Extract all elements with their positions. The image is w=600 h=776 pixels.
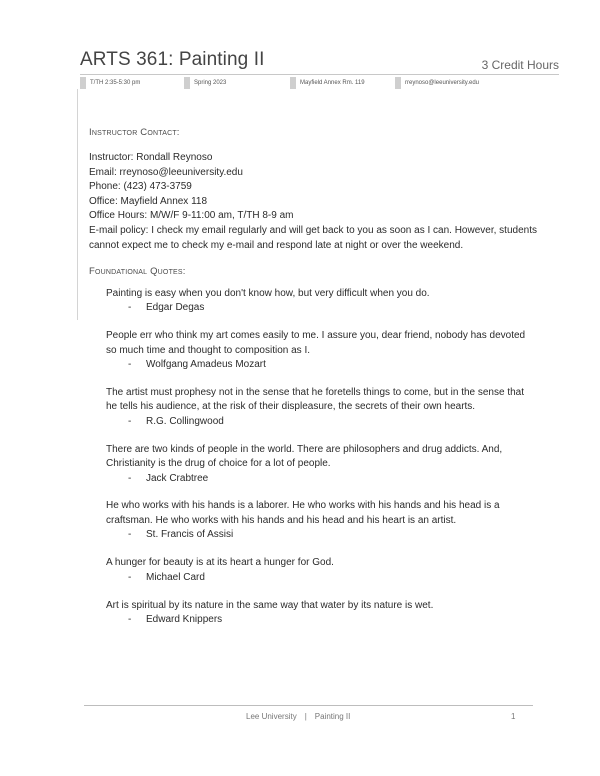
footer-university: Lee University — [246, 712, 297, 721]
footer-course: Painting II — [314, 712, 351, 721]
office-hours: Office Hours: M/W/F 9-11:00 am, T/TH 8-9 am — [89, 210, 294, 222]
quote-author-name: Wolfgang Amadeus Mozart — [146, 359, 266, 371]
quote-text: There are two kinds of people in the world. There are philosophers and drug addicts. And, Christianity is the drug of choice for a lot of people. — [106, 443, 503, 470]
course-title: ARTS 361: Painting II — [80, 49, 265, 70]
quote-item — [106, 499, 536, 542]
quote-item — [106, 443, 536, 486]
quote-text: A hunger for beauty is at its heart a hunger for God. — [106, 557, 334, 569]
quote-item — [106, 329, 536, 372]
quote-author: - Edgar Degas — [128, 302, 205, 314]
quote-item — [106, 386, 536, 429]
quote-author: - Edward Knippers — [128, 613, 223, 625]
quote-text: He who works with his hands is a laborer. He who works with his hands and his head is a craftsman. He who works with his hands and his head and his heart is an artist. — [106, 500, 500, 526]
quote-item — [106, 599, 536, 628]
quote-author-name: Edgar Degas — [146, 302, 205, 314]
quote-author: - St. Francis of Assisi — [128, 529, 234, 541]
quote-text: Art is spiritual by its nature in the same way that water by its nature is wet. — [106, 599, 434, 611]
foundational-quotes-heading: Foundational Quotes: — [89, 266, 186, 277]
page-number: 1 — [511, 712, 516, 721]
quote-author-name: R.G. Collingwood — [146, 415, 224, 427]
footer-divider — [84, 705, 533, 706]
quote-author: - Michael Card — [128, 571, 205, 583]
quote-author-name: Edward Knippers — [146, 613, 223, 625]
instructor-phone: Phone: (423) 473-3759 — [89, 181, 192, 193]
instructor-contact — [89, 151, 539, 253]
email-policy: E-mail policy: I check my email regularly and will get back to you as soon as I can. However, students cannot expect me to check my e-mail and respond late at night or over the weekend. — [89, 224, 537, 251]
footer-separator: | — [304, 712, 307, 721]
instructor-office: Office: Mayfield Annex 118 — [89, 195, 208, 207]
instructor-contact-heading: Instructor Contact: — [89, 127, 180, 138]
meta-schedule: T/TH 2:35-5:30 pm — [80, 77, 140, 89]
quote-author: - R.G. Collingwood — [128, 415, 224, 427]
quotes-list — [106, 287, 536, 641]
quote-item — [106, 556, 536, 585]
quote-author-name: St. Francis of Assisi — [146, 529, 234, 541]
meta-email: rreynoso@leeuniversity.edu — [395, 77, 479, 89]
title-divider — [80, 74, 559, 75]
left-margin-rule — [77, 89, 78, 320]
quote-author: - Jack Crabtree — [128, 472, 209, 484]
quote-author: - Wolfgang Amadeus Mozart — [128, 359, 266, 371]
quote-item — [106, 287, 536, 316]
quote-author-name: Michael Card — [146, 571, 205, 583]
quote-author-name: Jack Crabtree — [146, 472, 209, 484]
quote-text: The artist must prophesy not in the sense that he foretells things to come, but in the sense that he tells his audience, at the risk of their displeasure, the secrets of their own hearts. — [106, 387, 525, 413]
quote-text: Painting is easy when you don't know how, but very difficult when you do. — [106, 288, 430, 299]
credit-hours: 3 Credit Hours — [481, 58, 559, 72]
quote-text: People err who think my art comes easily to me. I assure you, dear friend, nobody has devoted so much time and thought to composition as I. — [106, 330, 526, 356]
meta-semester: Spring 2023 — [184, 77, 226, 89]
meta-room: Mayfield Annex Rm. 119 — [290, 77, 365, 89]
instructor-email[interactable]: Email: rreynoso@leeuniversity.edu — [89, 166, 243, 178]
footer-label — [246, 712, 350, 721]
instructor-name: Instructor: Rondall Reynoso — [89, 152, 213, 163]
